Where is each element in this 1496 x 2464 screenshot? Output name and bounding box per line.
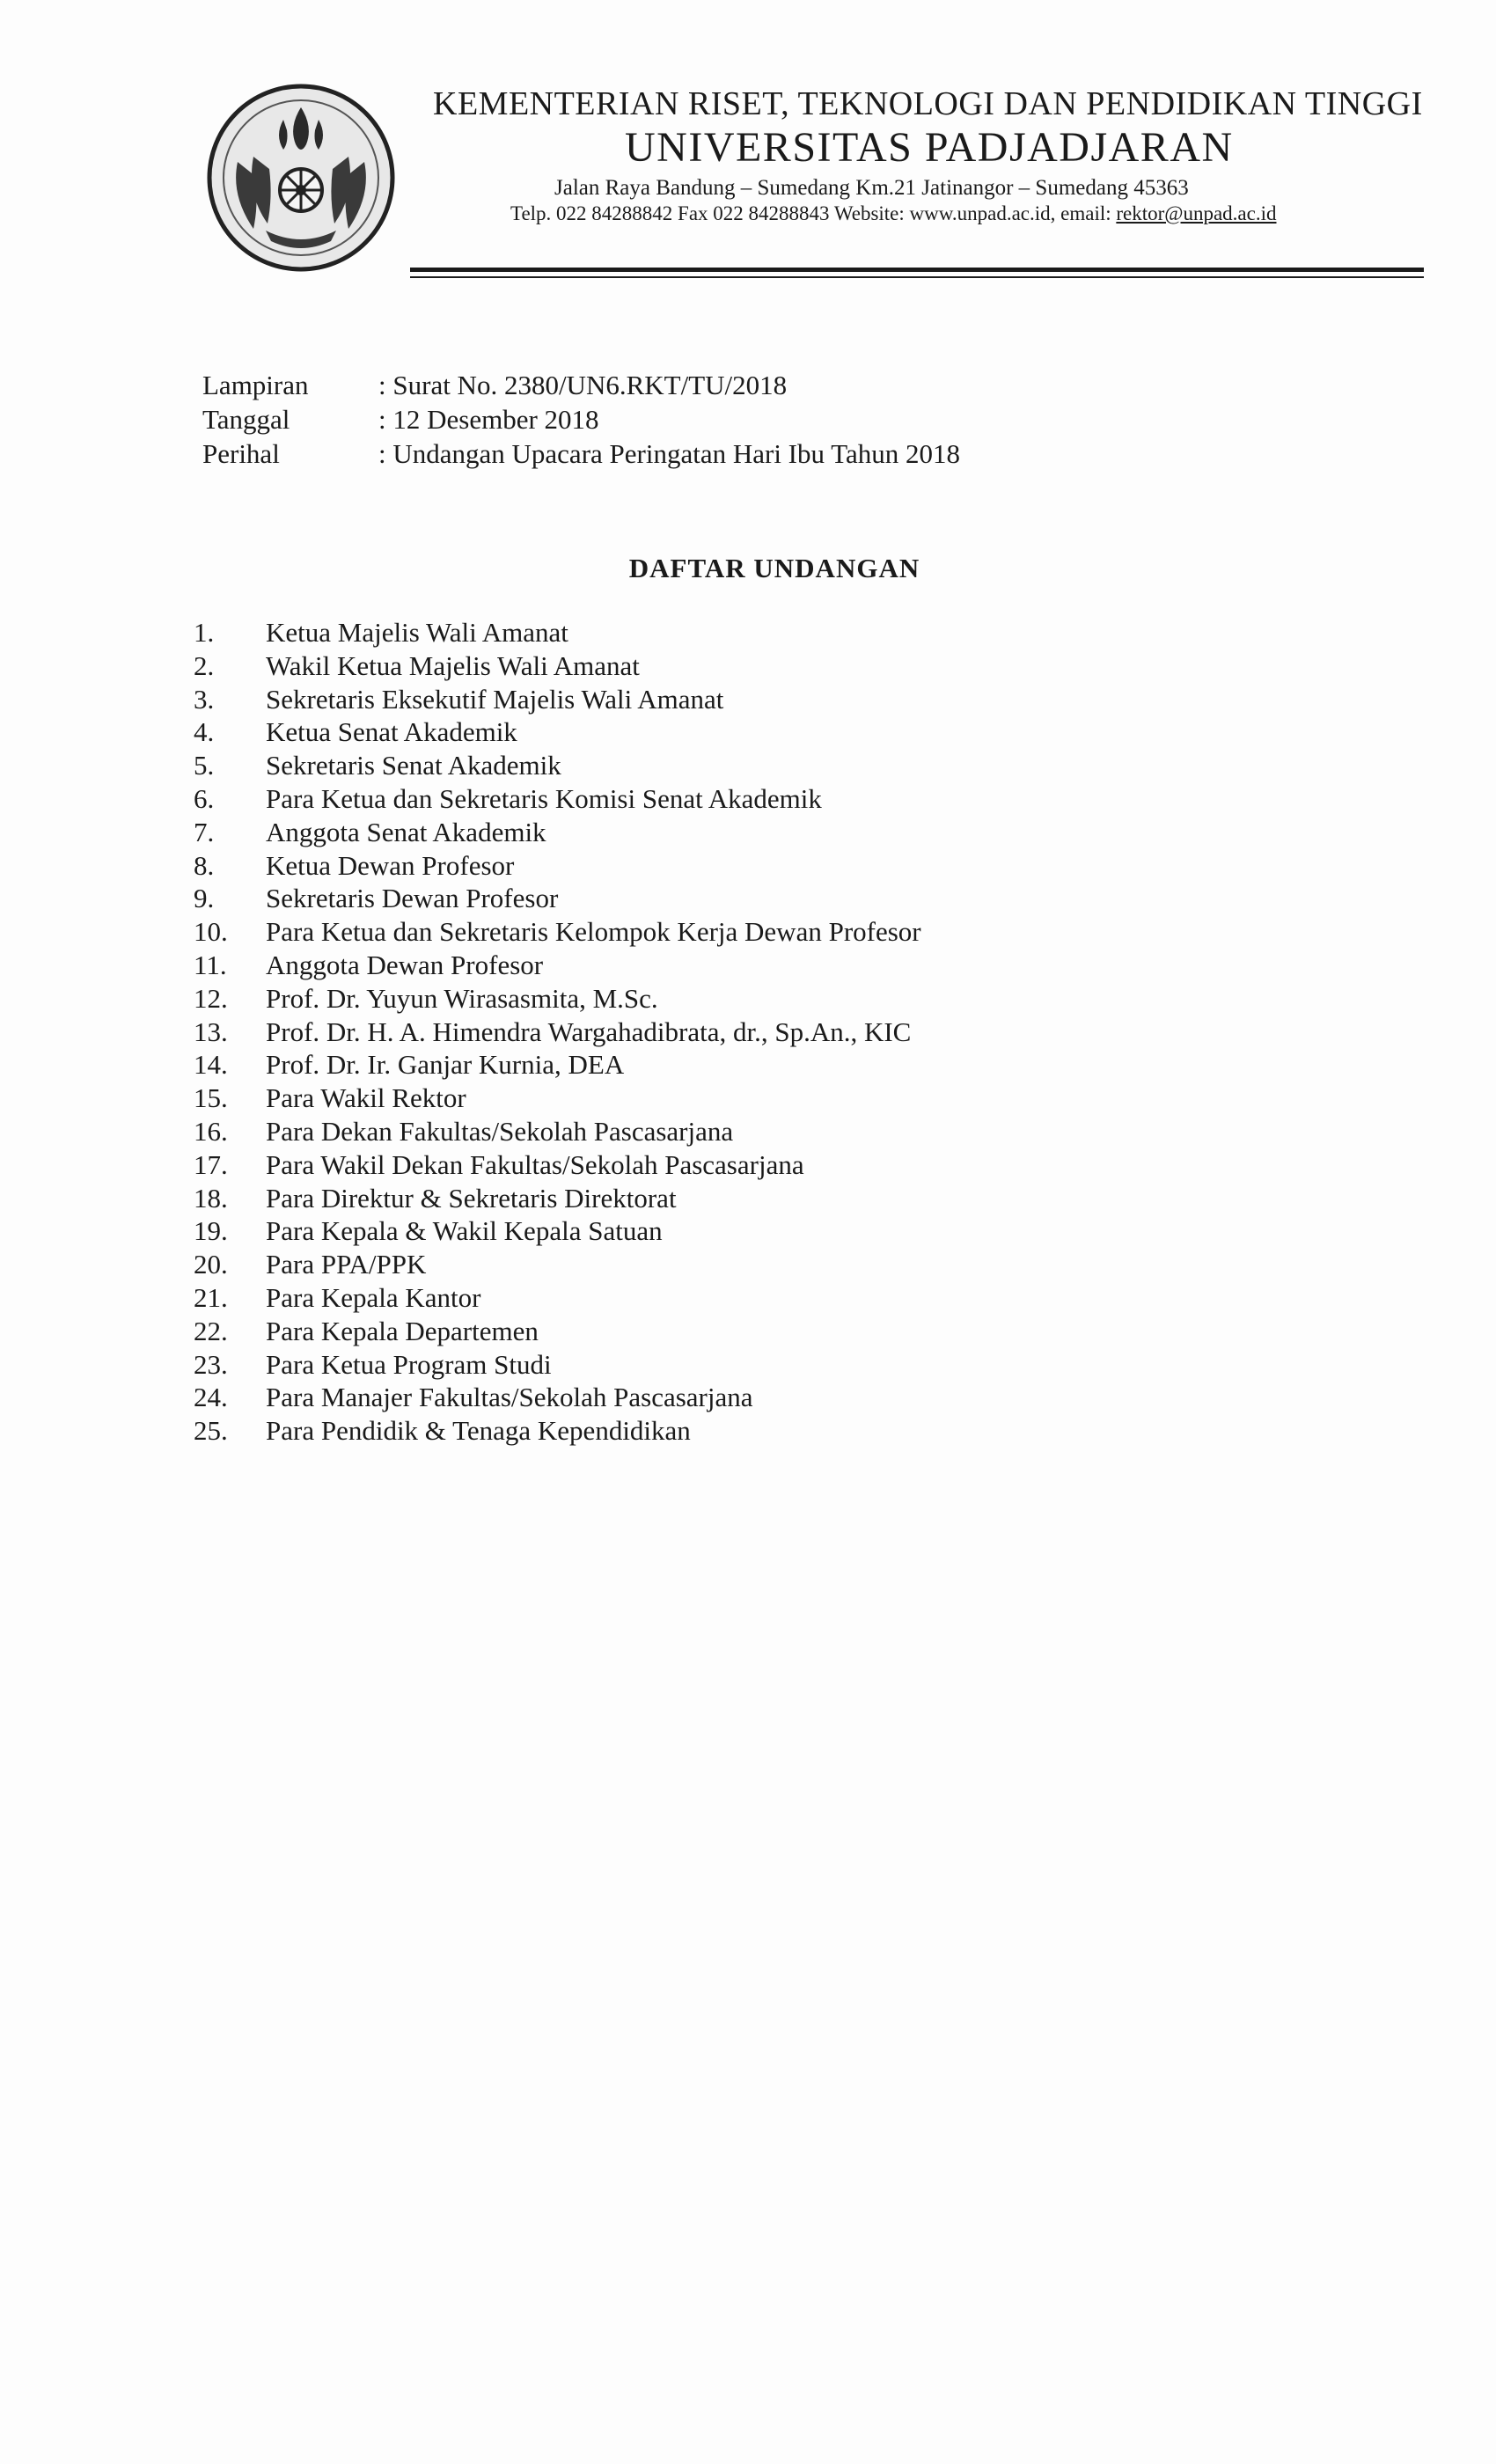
- letterhead-divider-thick: [410, 268, 1424, 272]
- item-text: Para Manajer Fakultas/Sekolah Pascasarjana: [266, 1382, 753, 1413]
- item-text: Para Wakil Dekan Fakultas/Sekolah Pascasarjana: [266, 1148, 804, 1180]
- item-text: Para Ketua dan Sekretaris Kelompok Kerja Dewan Profesor: [266, 916, 921, 948]
- meta-label: Perihal: [202, 438, 280, 469]
- item-number: 11.: [194, 949, 227, 980]
- item-text: Anggota Dewan Profesor: [266, 949, 544, 980]
- email-link[interactable]: rektor@unpad.ac.id: [1116, 202, 1277, 224]
- item-text: Sekretaris Dewan Profesor: [266, 883, 559, 914]
- item-text: Anggota Senat Akademik: [266, 816, 546, 847]
- item-text: Para Dekan Fakultas/Sekolah Pascasarjana: [266, 1115, 734, 1147]
- list-item: [194, 1248, 921, 1281]
- item-number: 22.: [194, 1315, 228, 1346]
- item-number: 21.: [194, 1281, 228, 1313]
- item-text: Para Ketua dan Sekretaris Komisi Senat Akademik: [266, 782, 822, 814]
- item-text: Para Kepala Departemen: [266, 1315, 539, 1346]
- item-number: 10.: [194, 916, 228, 948]
- item-number: 3.: [194, 683, 215, 715]
- list-item: [194, 1348, 921, 1382]
- list-item: [194, 1048, 921, 1082]
- item-number: 17.: [194, 1148, 228, 1180]
- item-text: Para Pendidik & Tenaga Kependidikan: [266, 1415, 691, 1447]
- list-item: [194, 882, 921, 915]
- university-name: UNIVERSITAS PADJADJARAN: [625, 124, 1234, 171]
- item-text: Para Wakil Rektor: [266, 1082, 466, 1114]
- list-item: [194, 1082, 921, 1115]
- letterhead-divider-thin: [410, 276, 1424, 278]
- list-item: [194, 1414, 921, 1448]
- item-number: 5.: [194, 750, 215, 781]
- item-number: 4.: [194, 716, 215, 748]
- meta-value: : 12 Desember 2018: [378, 402, 599, 436]
- item-text: Sekretaris Eksekutif Majelis Wali Amanat: [266, 683, 724, 715]
- item-text: Prof. Dr. Ir. Ganjar Kurnia, DEA: [266, 1049, 625, 1081]
- meta-label: Tanggal: [202, 404, 290, 435]
- item-number: 19.: [194, 1215, 228, 1247]
- list-item: [194, 1315, 921, 1348]
- list-item: [194, 915, 921, 949]
- item-number: 24.: [194, 1382, 228, 1413]
- item-number: 13.: [194, 1016, 228, 1047]
- meta-value: : Surat No. 2380/UN6.RKT/TU/2018: [378, 368, 787, 402]
- list-item: [194, 1281, 921, 1315]
- item-text: Ketua Dewan Profesor: [266, 849, 515, 881]
- item-text: Para Ketua Program Studi: [266, 1348, 552, 1380]
- item-number: 18.: [194, 1182, 228, 1214]
- item-text: Wakil Ketua Majelis Wali Amanat: [266, 649, 640, 681]
- item-text: Para Kepala Kantor: [266, 1281, 481, 1313]
- list-item: [194, 849, 921, 883]
- item-number: 16.: [194, 1115, 228, 1147]
- item-number: 6.: [194, 782, 215, 814]
- item-number: 9.: [194, 883, 215, 914]
- item-text: Sekretaris Senat Akademik: [266, 750, 561, 781]
- list-item: [194, 1182, 921, 1215]
- meta-value: : Undangan Upacara Peringatan Hari Ibu Tahun 2018: [378, 436, 960, 471]
- list-item: [194, 816, 921, 849]
- item-text: Para PPA/PPK: [266, 1249, 427, 1280]
- item-number: 8.: [194, 849, 215, 881]
- list-item: [194, 749, 921, 782]
- list-item: [194, 1016, 921, 1049]
- item-number: 14.: [194, 1049, 228, 1081]
- list-item: [194, 1381, 921, 1414]
- document-title: DAFTAR UNDANGAN: [628, 553, 920, 583]
- list-item: [194, 649, 921, 683]
- item-number: 12.: [194, 982, 228, 1014]
- item-number: 15.: [194, 1082, 228, 1114]
- item-text: Ketua Majelis Wali Amanat: [266, 617, 568, 648]
- item-number: 25.: [194, 1415, 228, 1447]
- contact-text: Telp. 022 84288842 Fax 022 84288843 Website: www.unpad.ac.id, email:: [510, 202, 1117, 224]
- item-number: 20.: [194, 1249, 228, 1280]
- list-item: [194, 782, 921, 816]
- item-text: Para Kepala & Wakil Kepala Satuan: [266, 1215, 663, 1247]
- list-item: [194, 949, 921, 982]
- list-item: [194, 982, 921, 1016]
- invitee-list: [194, 616, 921, 1448]
- list-item: [194, 1214, 921, 1248]
- meta-row-perihal: [202, 436, 960, 471]
- item-text: Prof. Dr. H. A. Himendra Wargahadibrata, dr., Sp.An., KIC: [266, 1016, 912, 1047]
- ministry-name: KEMENTERIAN RISET, TEKNOLOGI DAN PENDIDIKAN TINGGI: [433, 85, 1423, 122]
- item-text: Ketua Senat Akademik: [266, 716, 517, 748]
- item-text: Prof. Dr. Yuyun Wirasasmita, M.Sc.: [266, 982, 658, 1014]
- list-item: [194, 683, 921, 716]
- unpad-emblem-icon: [204, 81, 398, 275]
- item-number: 7.: [194, 816, 215, 847]
- university-contact: [510, 202, 1277, 225]
- letter-meta: [202, 368, 960, 471]
- meta-row-tanggal: [202, 402, 960, 436]
- list-item: [194, 1148, 921, 1182]
- university-address: Jalan Raya Bandung – Sumedang Km.21 Jatinangor – Sumedang 45363: [554, 176, 1189, 200]
- list-item: [194, 1115, 921, 1148]
- meta-label: Lampiran: [202, 370, 309, 400]
- item-number: 23.: [194, 1348, 228, 1380]
- list-item: [194, 715, 921, 749]
- item-number: 2.: [194, 649, 215, 681]
- meta-row-lampiran: [202, 368, 960, 402]
- item-text: Para Direktur & Sekretaris Direktorat: [266, 1182, 677, 1214]
- item-number: 1.: [194, 617, 215, 648]
- list-item: [194, 616, 921, 649]
